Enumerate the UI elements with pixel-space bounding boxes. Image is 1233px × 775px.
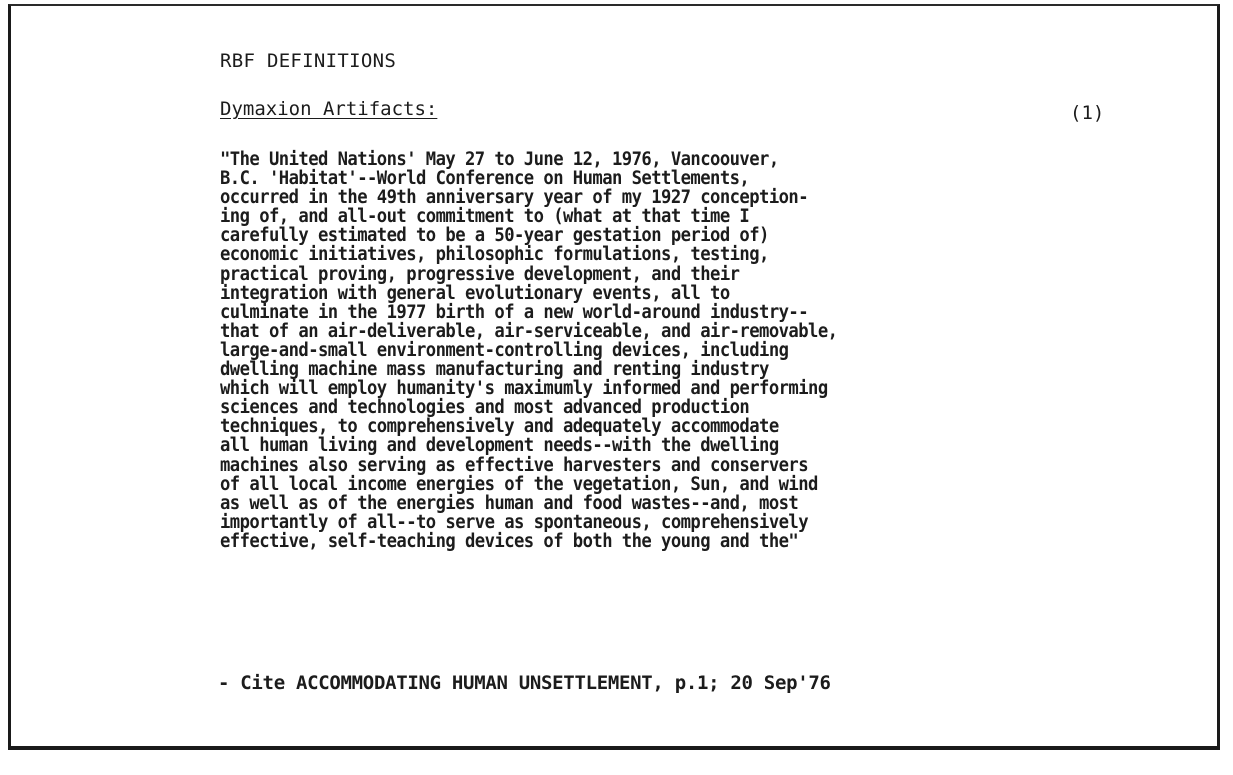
quote-line: culminate in the 1977 birth of a new world-around industry--	[220, 301, 809, 323]
quote-line: that of an air-deliverable, air-serviceable, and air-removable,	[220, 320, 838, 342]
quote-line: practical proving, progressive development, and their	[220, 263, 740, 285]
quote-body	[220, 150, 884, 551]
entry-number: (1)	[1070, 102, 1105, 124]
quote-line: as well as of the energies human and food wastes--and, most	[220, 492, 799, 514]
quote-line: economic initiatives, philosophic formulations, testing,	[220, 244, 769, 266]
quote-line: techniques, to comprehensively and adequately accommodate	[220, 416, 779, 438]
header-title: RBF DEFINITIONS	[220, 50, 397, 72]
quote-line: of all local income energies of the vegetation, Sun, and wind	[220, 473, 818, 495]
quote-line: effective, self-teaching devices of both the young and the"	[220, 530, 799, 552]
quote-line: which will employ humanity's maximumly informed and performing	[220, 378, 828, 400]
quote-line: importantly of all--to serve as spontaneous, comprehensively	[220, 511, 809, 533]
quote-line: sciences and technologies and most advanced production	[220, 397, 750, 419]
quote-line: occurred in the 49th anniversary year of my 1927 conception-	[220, 187, 809, 209]
quote-line: dwelling machine mass manufacturing and renting industry	[220, 359, 769, 381]
citation: - Cite ACCOMMODATING HUMAN UNSETTLEMENT, p.1; 20 Sep'76	[218, 672, 831, 694]
quote-line: large-and-small environment-controlling devices, including	[220, 339, 789, 361]
section-heading: Dymaxion Artifacts:	[220, 98, 438, 120]
quote-line: ing of, and all-out commitment to (what at that time I	[220, 206, 750, 228]
quote-line: integration with general evolutionary events, all to	[220, 282, 730, 304]
quote-line: B.C. 'Habitat'--World Conference on Human Settlements,	[220, 168, 750, 190]
quote-line: all human living and development needs--with the dwelling	[220, 435, 779, 457]
quote-line: "The United Nations' May 27 to June 12, 1976, Vancoouver,	[220, 149, 779, 170]
quote-line: carefully estimated to be a 50-year gestation period of)	[220, 225, 769, 247]
quote-line: machines also serving as effective harvesters and conservers	[220, 454, 809, 476]
